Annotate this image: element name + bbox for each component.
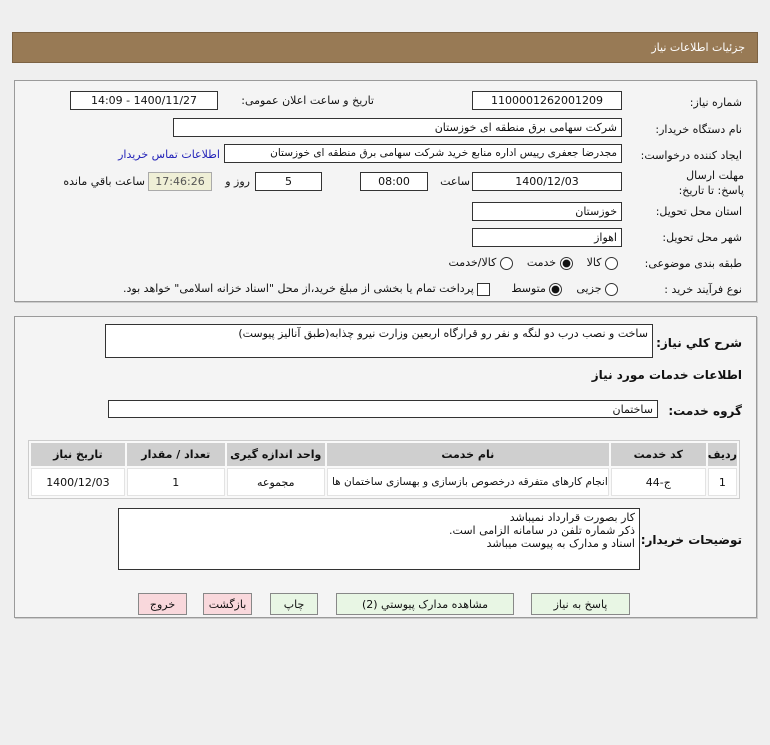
buyer-contact-link[interactable]: اطلاعات تماس خریدار: [118, 148, 220, 161]
province-label: استان محل تحویل:: [655, 205, 742, 218]
cell-service-code: ج-44: [611, 468, 706, 496]
col-header: کد خدمت: [611, 443, 706, 466]
province-field: خوزستان: [472, 202, 622, 221]
process-option-label: جزیی: [576, 282, 602, 295]
treasury-payment-label: پرداخت تمام یا بخشی از مبلغ خرید،از محل "اسناد خزانه اسلامی" خواهد بود.: [123, 282, 474, 295]
cell-need-date: 1400/12/03: [31, 468, 125, 496]
category-radio-service[interactable]: [560, 257, 573, 270]
need-number-label: شماره نیاز:: [689, 96, 742, 109]
deadline-time-field: 08:00: [360, 172, 428, 191]
col-header: نام خدمت: [327, 443, 609, 466]
buyer-notes-field: [118, 508, 640, 570]
category-option-label: کالا/خدمت: [448, 256, 497, 269]
need-number-field: 1100001262001209: [472, 91, 622, 110]
description-label: شرح کلي نیاز:: [656, 336, 742, 350]
buyer-field: شرکت سهامی برق منطقه ای خوزستان: [173, 118, 622, 137]
category-radio-goods[interactable]: [605, 257, 618, 270]
col-header: واحد اندازه گیری: [227, 443, 325, 466]
days-field: 5: [255, 172, 322, 191]
process-radio-group: [123, 282, 618, 296]
buyer-notes-label: توضیحات خریدار:: [640, 533, 742, 547]
process-radio-medium[interactable]: [549, 283, 562, 296]
page-header: [12, 32, 758, 63]
col-header: تعداد / مقدار: [127, 443, 225, 466]
service-group-label: گروه خدمت:: [668, 404, 742, 418]
note-line: ذکر شماره تلفن در سامانه الزامی است.: [449, 524, 635, 537]
cell-unit: مجموعه: [227, 468, 325, 496]
col-header: ردیف: [708, 443, 737, 466]
page-title: جزئیات اطلاعات نیاز: [651, 41, 745, 54]
category-radio-goods-service[interactable]: [500, 257, 513, 270]
note-line: کار بصورت قرارداد نمیباشد: [509, 511, 635, 524]
print-button[interactable]: چاپ: [270, 593, 318, 615]
category-label: طبقه بندی موضوعی:: [644, 257, 742, 270]
reply-button[interactable]: پاسخ به نیاز: [531, 593, 630, 615]
table-row: [31, 468, 737, 496]
creator-field: مجدرضا جعفری رییس اداره منابع خرید شرکت سهامی برق منطقه ای خوزستان: [224, 144, 622, 163]
announce-label: تاریخ و ساعت اعلان عمومی:: [241, 94, 374, 107]
treasury-payment-checkbox[interactable]: [477, 283, 490, 296]
col-header: تاریخ نیاز: [31, 443, 125, 466]
announce-field: 1400/11/27 - 14:09: [70, 91, 218, 110]
cell-row-number: 1: [708, 468, 737, 496]
category-option-label: کالا: [586, 256, 602, 269]
remaining-time: 17:46:26: [148, 172, 212, 191]
creator-label: ایجاد کننده درخواست:: [640, 149, 742, 162]
service-group-field: ساختمان: [108, 400, 658, 418]
deadline-label: مهلت ارسال پاسخ: تا تاریخ:: [678, 169, 744, 197]
category-radio-group: [449, 256, 619, 270]
table-header-row: [31, 443, 737, 466]
days-label: روز و: [225, 175, 250, 188]
category-option-label: خدمت: [526, 256, 557, 269]
time-label: ساعت: [440, 175, 470, 188]
process-radio-minor[interactable]: [605, 283, 618, 296]
city-label: شهر محل تحویل:: [662, 231, 742, 244]
view-attachments-button[interactable]: مشاهده مدارک پیوستي (2): [336, 593, 514, 615]
note-line: اسناد و مدارک به پیوست میباشد: [486, 537, 635, 550]
back-button[interactable]: بازگشت: [203, 593, 252, 615]
services-table: [28, 440, 740, 499]
process-label: نوع فرآیند خرید :: [664, 283, 742, 296]
exit-button[interactable]: خروج: [138, 593, 187, 615]
description-field: ساخت و نصب درب دو لنگه و نفر رو قرارگاه اربعین وزارت نیرو چذابه(طبق آنالیز پیوست): [105, 324, 653, 358]
remaining-label: ساعت باقي مانده: [63, 175, 145, 188]
cell-quantity: 1: [127, 468, 225, 496]
buyer-label: نام دستگاه خریدار:: [655, 123, 742, 136]
process-option-label: متوسط: [511, 282, 546, 295]
cell-service-name: انجام کارهای متفرقه درخصوص بازسازی و بهسازی ساختمان ها: [327, 468, 609, 496]
deadline-date-field: 1400/12/03: [472, 172, 622, 191]
city-field: اهواز: [472, 228, 622, 247]
services-section-title: اطلاعات خدمات مورد نیاز: [591, 368, 742, 382]
